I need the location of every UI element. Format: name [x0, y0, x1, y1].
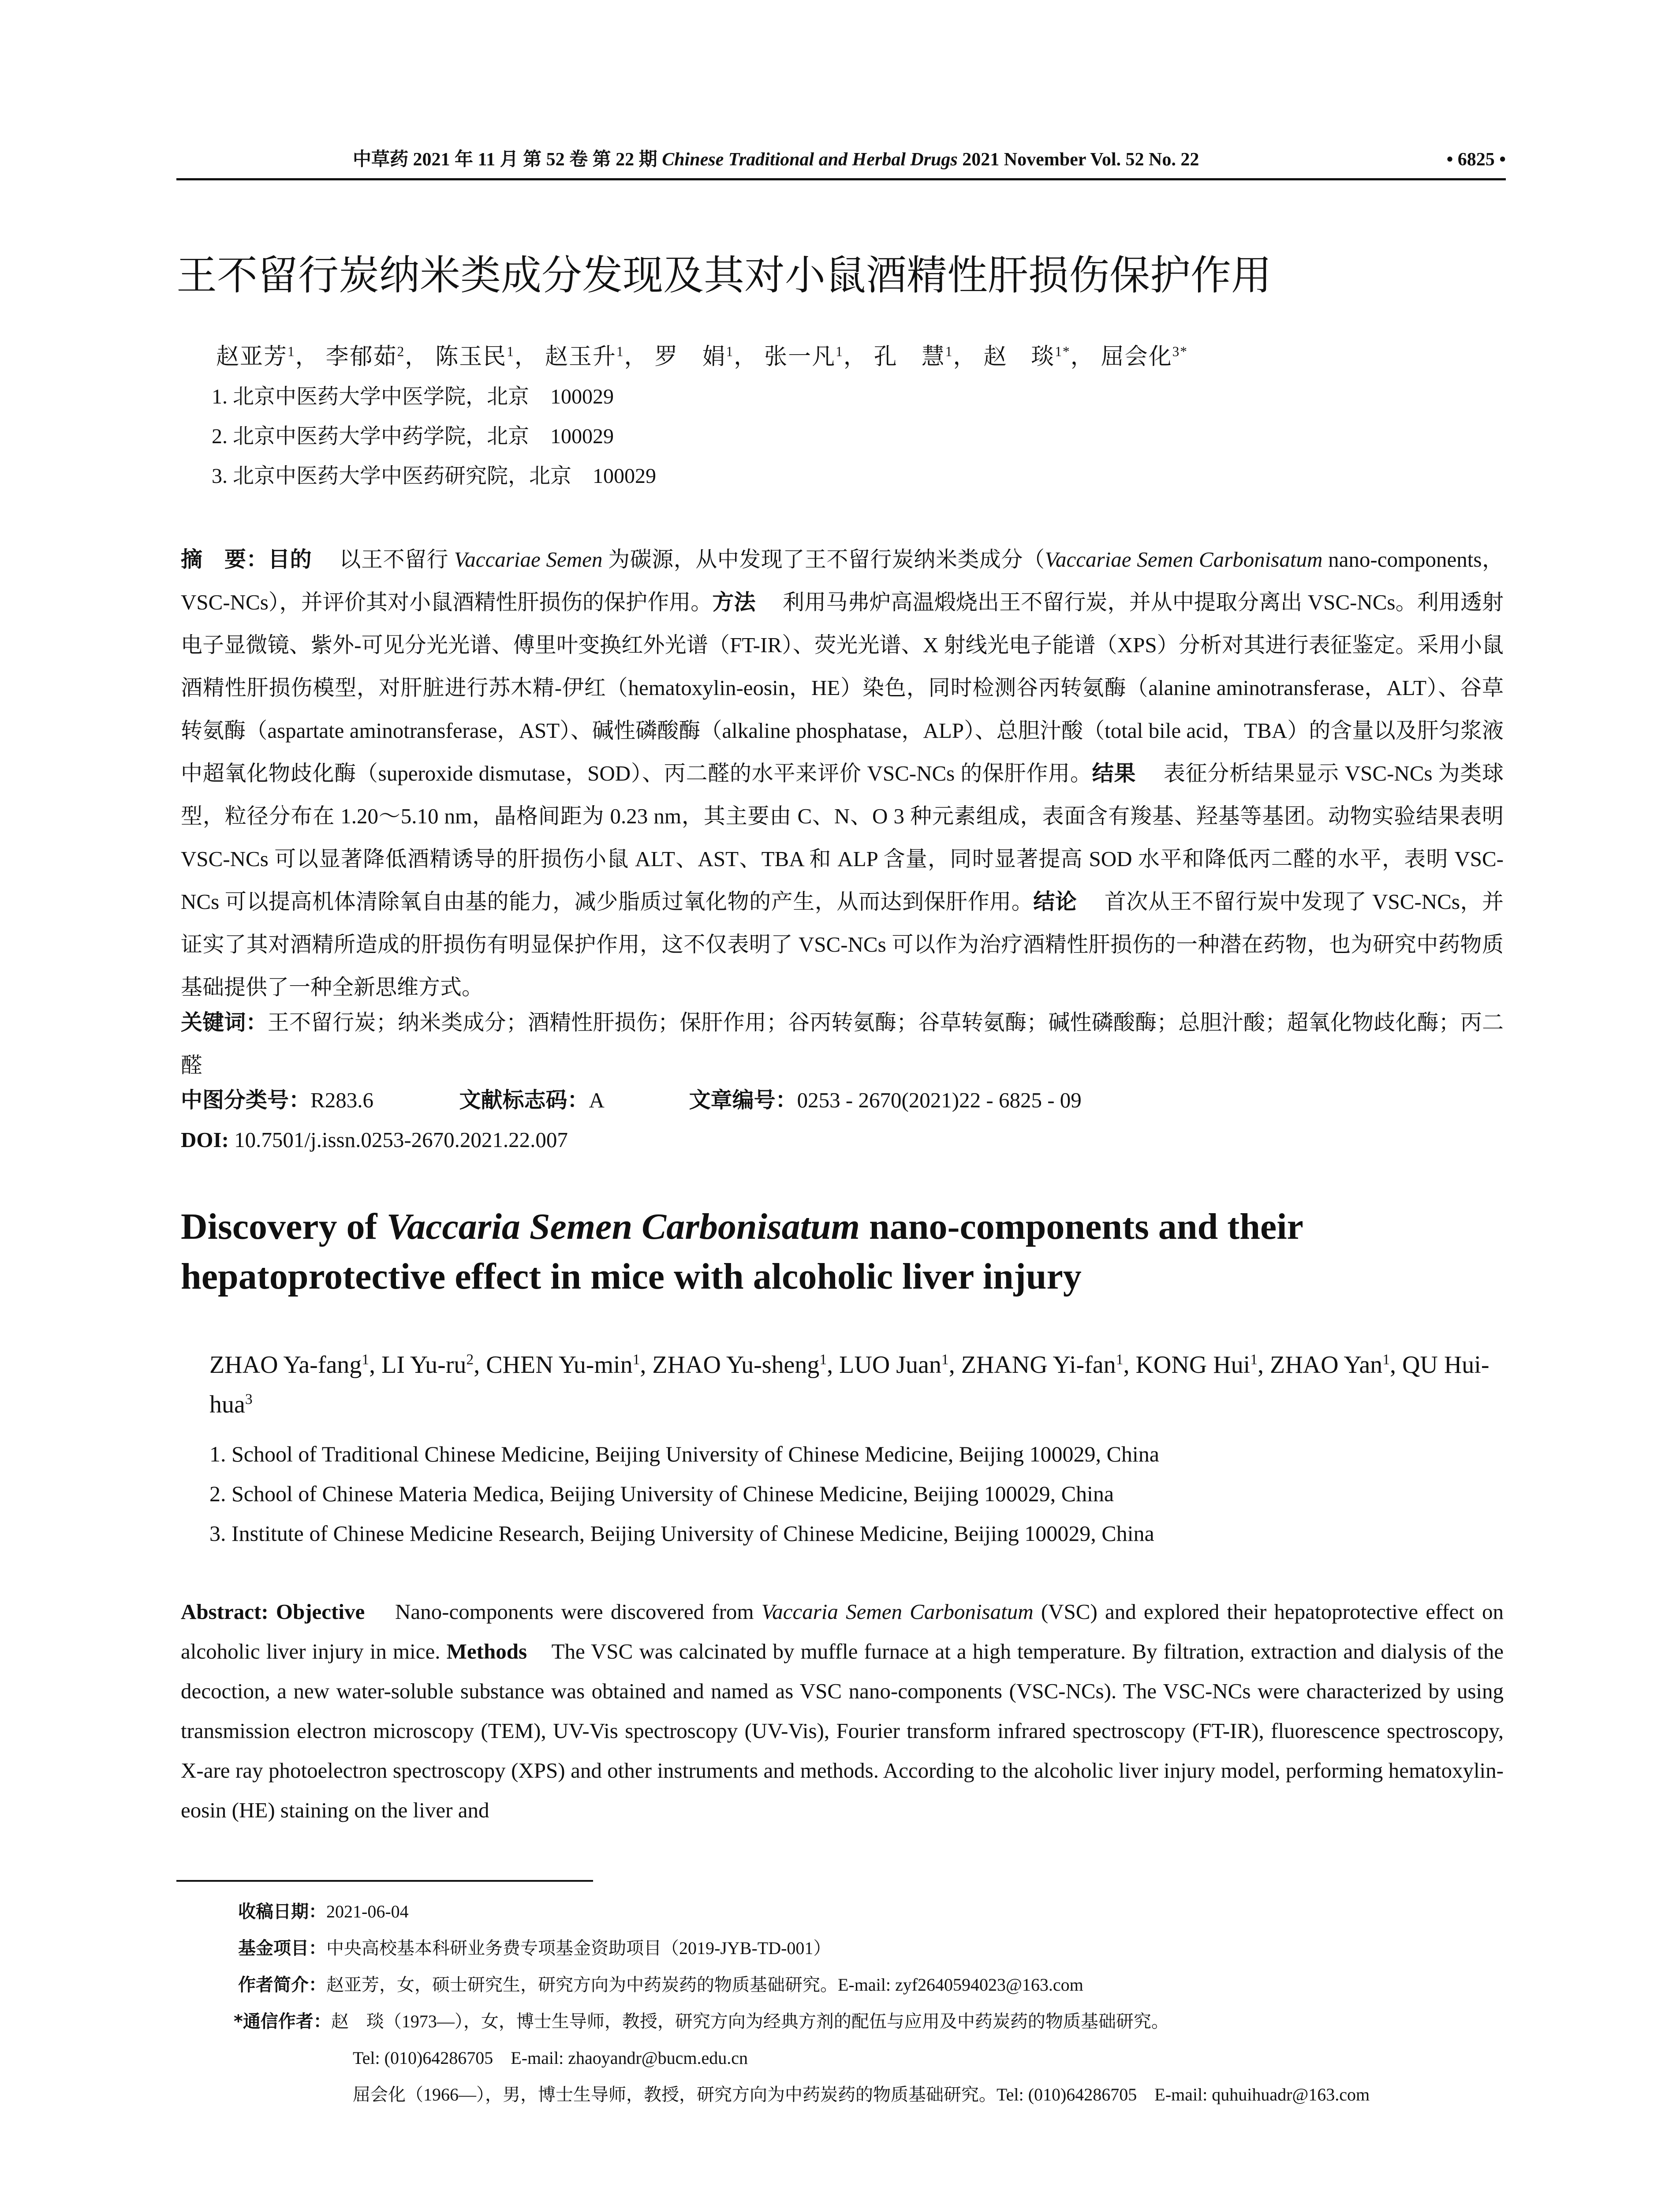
footnote-fund: 基金项目：中央高校基本科研业务费专项基金资助项目（2019-JYB-TD-001） — [238, 1938, 831, 1958]
journal-name-en: Chinese Traditional and Herbal Drugs — [662, 149, 958, 170]
page-number: • 6825 • — [1446, 149, 1506, 170]
author-cn: 赵 琰$^{1*}$ — [983, 344, 1071, 370]
abstract-label: 摘 要： — [181, 547, 269, 572]
classification-line: 中图分类号：R283.6 文献标志码：A 文章编号：0253 - 2670(2021)22 - 6825 - 09 — [181, 1088, 1082, 1113]
journal-header-left — [353, 142, 1199, 177]
affiliation-cn: 2. 北京中医药大学中药学院，北京 100029 — [212, 425, 614, 448]
author-cn: 赵玉升$^1$ — [545, 344, 624, 370]
affiliation-cn: 3. 北京中医药大学中医药研究院，北京 100029 — [212, 464, 657, 488]
author-en: CHEN $Yu-\min^1$ — [486, 1351, 640, 1379]
objective-label-en: Objective — [276, 1600, 365, 1624]
results-label: 结果 — [1092, 761, 1136, 786]
journal-issue-cn: 中草药 2021 年 11 月 第 52 卷 第 22 期 — [353, 149, 657, 170]
objective-label: 目的 — [268, 547, 312, 572]
abstract-cn: 摘 要：目的 以王不留行 Vaccariae Semen 为碳源，从中发现了王不留行炭纳米类成分（Vaccariae Semen Carbonisatum nano-components，VSC-NCs），并评价其对小鼠酒精性肝损伤的保护作用。方法 利用马弗炉高温煅烧出王不留行炭，并从中提取分离出 VSC-NCs。利用透射电子显微镜、紫外-可见分光光谱、傅里叶变换红外光谱（FT-IR）、荧光光谱、X 射线光电子能谱（XPS）分析对其进行表征鉴定。采用小鼠酒精性肝损伤模型，对肝脏进行苏木精-伊红（hematoxylin-eosin，HE）染色，同时检测谷丙转氨酶（alanine aminotransferase，ALT）、谷草转氨酶（aspartate aminotransferase，AST）、碱性磷酸酶（alkaline phosphatase，ALP）、总胆汁酸（total bile acid，TBA）的含量以及肝匀浆液中超氧化物歧化酶（superoxide dismutase，SOD）、丙二醛的水平来评价 VSC-NCs 的保肝作用。结果 表征分析结果显示 VSC-NCs 为类球型，粒径分布在 1.20～5.10 nm，晶格间距为 0.23 nm，其主要由 C、N、O 3 种元素组成，表面含有羧基、羟基等基团。动物实验结果表明 VSC-NCs 可以显著降低酒精诱导的肝损伤小鼠 ALT、AST、TBA 和 ALP 含量，同时显著提高 SOD 水平和降低丙二醛的水平，表明 VSC-NCs 可以提高机体清除氧自由基的能力，减少脂质过氧化物的产生，从而达到保肝作用。结论 首次从王不留行炭中发现了 VSC-NCs，并证实了其对酒精所造成的肝损伤有明显保护作用，这不仅表明了 VSC-NCs 可以作为治疗酒精性肝损伤的一种潜在药物，也为研究中药物质基础提供了一种全新思维方式。 — [181, 547, 1504, 999]
author-list-en: ZHAO Ya-fang$^1$, LI $Yu-ru^2$, CHEN $Yu-\min^1$, ZHAO Yu-sheng$^1$, LUO Juan$^1$, ZHANG Yi-fan$^1$, KONG Hui$^1$, ZHAO Yan$^1$, QU Hui-hua$^3$ — [209, 1351, 1490, 1418]
running-header — [176, 142, 1506, 177]
conclusion-label: 结论 — [1033, 889, 1077, 914]
affiliation-en: 3. Institute of Chinese Medicine Research, Beijing University of Chinese Medicine, Beijing 100029, China — [209, 1521, 1154, 1546]
author-en: LUO Juan$^1$ — [839, 1351, 949, 1379]
author-cn: 李郁茹$^2$ — [325, 344, 405, 370]
footnote-corresponding: *通信作者：赵 琰（1973—），女，博士生导师，教授，研究方向为经典方剂的配伍与应用及中药炭药的物质基础研究。 — [234, 2011, 1169, 2032]
author-en: ZHANG Yi-fan$^1$ — [961, 1351, 1124, 1379]
doi-line: DOI: 10.7501/j.issn.0253-2670.2021.22.007 — [181, 1128, 568, 1152]
article-title-cn: 王不留行炭纳米类成分发现及其对小鼠酒精性肝损伤保护作用 — [176, 252, 1272, 299]
author-list-cn: 赵亚芳$^1$， 李郁茹$^2$， 陈玉民$^1$， 赵玉升$^1$， 罗 娟$^1$， 张一凡$^1$， 孔 慧$^1$， 赵 琰$^{1*}$， 屈会化$^{3*}$ — [216, 344, 1188, 370]
methods-label: 方法 — [712, 590, 756, 615]
keywords-label: 关键词： — [181, 1010, 268, 1035]
author-en: KONG Hui$^1$ — [1135, 1351, 1258, 1379]
footnote-divider — [176, 1880, 593, 1882]
author-cn: 屈会化$^{3*}$ — [1101, 344, 1188, 370]
article-title-en: Discovery of Vaccaria Semen Carbonisatum nano-components and their hepatoprotective effect in mice with alcoholic liver injury — [181, 1206, 1303, 1297]
author-cn: 张一凡$^1$ — [764, 344, 844, 370]
methods-label-en: Methods — [446, 1639, 527, 1663]
author-en: ZHAO Yan$^1$ — [1270, 1351, 1390, 1379]
footnote-received: 收稿日期：2021-06-04 — [238, 1902, 409, 1922]
journal-date-en: 2021 November Vol. 52 No. 22 — [962, 149, 1199, 170]
doi-link[interactable]: 10.7501/j.issn.0253-2670.2021.22.007 — [234, 1128, 568, 1152]
header-divider — [176, 178, 1506, 180]
affiliation-en: 1. School of Traditional Chinese Medicine, Beijing University of Chinese Medicine, Beijing 100029, China — [209, 1442, 1159, 1466]
abstract-label-en: Abstract: — [181, 1600, 269, 1624]
author-en: LI $Yu-ru^2$ — [381, 1351, 474, 1379]
keywords-cn: 关键词：王不留行炭；纳米类成分；酒精性肝损伤；保肝作用；谷丙转氨酶；谷草转氨酶；碱性磷酸酶；总胆汁酸；超氧化物歧化酶；丙二醛 — [181, 1010, 1504, 1077]
footnote-author-bio: 作者简介：赵亚芳，女，硕士研究生，研究方向为中药炭药的物质基础研究。E-mail: zyf2640594023@163.com — [238, 1975, 1083, 1995]
author-en: ZHAO Yu-sheng$^1$ — [652, 1351, 827, 1379]
author-cn: 陈玉民$^1$ — [435, 344, 515, 370]
author-cn: 孔 慧$^1$ — [874, 344, 953, 370]
affiliation-en: 2. School of Chinese Materia Medica, Beijing University of Chinese Medicine, Beijing 100029, China — [209, 1481, 1114, 1506]
author-en: ZHAO Ya-fang$^1$ — [209, 1351, 370, 1379]
footnote-corresponding-2: 屈会化（1966—），男，博士生导师，教授，研究方向为中药炭药的物质基础研究。Tel: (010)64286705 E-mail: quhuihuadr@163.com — [353, 2085, 1370, 2104]
author-cn: 赵亚芳$^1$ — [216, 344, 295, 370]
author-en: QU Hui-hua$^3$ — [209, 1351, 1490, 1418]
affiliation-cn: 1. 北京中医药大学中医学院，北京 100029 — [212, 385, 614, 408]
abstract-en: Abstract: Objective Nano-components were discovered from Vaccaria Semen Carbonisatum (VSC) and explored their hepatoprotective effect on alcoholic liver injury in mice. Methods The VSC was calcinated by muffle furnace at a high temperature. By filtration, extraction and dialysis of the decoction, a new water-soluble substance was obtained and named as VSC nano-components (VSC-NCs). The VSC-NCs were characterized by using transmission electron microscopy (TEM), UV-Vis spectroscopy (UV-Vis), Fourier transform infrared spectroscopy (FT-IR), fluorescence spectroscopy, X-are ray photoelectron spectroscopy (XPS) and other instruments and methods. According to the alcoholic liver injury model, performing hematoxylin-eosin (HE) staining on the liver and — [181, 1600, 1504, 1822]
author-cn: 罗 娟$^1$ — [654, 344, 734, 370]
footnote-corresponding-contact: Tel: (010)64286705 E-mail: zhaoyandr@bucm.edu.cn — [353, 2048, 748, 2068]
